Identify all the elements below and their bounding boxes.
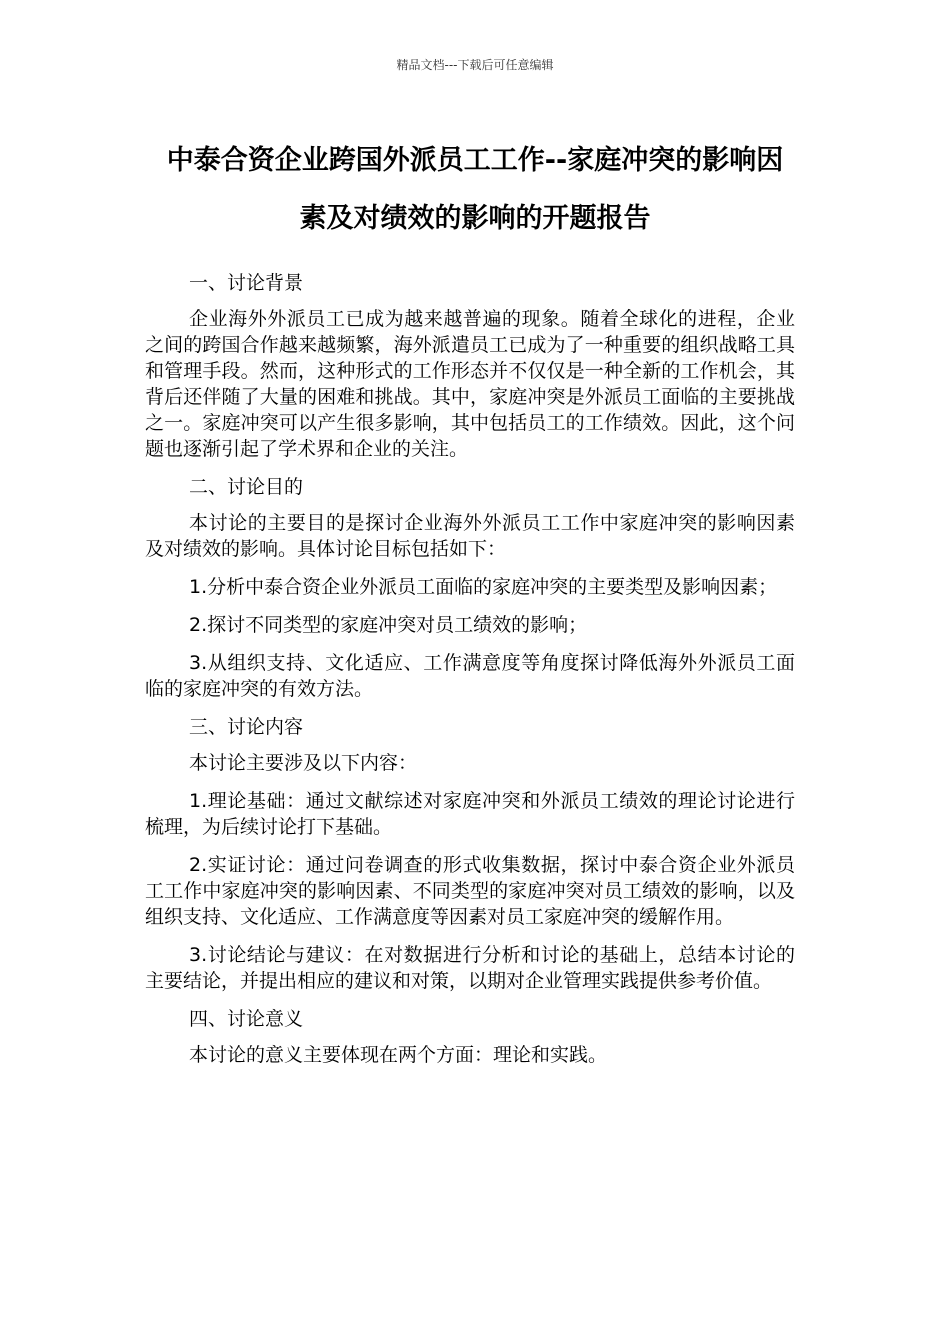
document-body [145, 270, 795, 1080]
purpose-intro: 本讨论的主要目的是探讨企业海外外派员工工作中家庭冲突的影响因素及对绩效的影响。具体讨论目标包括如下： [145, 512, 795, 560]
section-heading-purpose: 二、讨论目的 [189, 476, 304, 498]
significance-intro: 本讨论的意义主要体现在两个方面：理论和实践。 [189, 1044, 608, 1066]
page-header: 精品文档---下载后可任意编辑 [396, 58, 554, 72]
purpose-item-1: 1.分析中泰合资企业外派员工面临的家庭冲突的主要类型及影响因素； [189, 576, 778, 598]
title-line-1: 中泰合资企业跨国外派员工工作--家庭冲突的影响因 [166, 145, 784, 176]
purpose-item-2: 2.探讨不同类型的家庭冲突对员工绩效的影响； [189, 614, 588, 636]
section-heading-significance: 四、讨论意义 [189, 1008, 304, 1030]
content-item-1: 1.理论基础：通过文献综述对家庭冲突和外派员工绩效的理论讨论进行梳理，为后续讨论打下基础。 [145, 790, 795, 838]
document-title [100, 132, 850, 248]
section-heading-content: 三、讨论内容 [189, 716, 304, 738]
content-item-2: 2.实证讨论：通过问卷调查的形式收集数据，探讨中泰合资企业外派员工工作中家庭冲突的影响因素、不同类型的家庭冲突对员工绩效的影响，以及组织支持、文化适应、工作满意度等因素对员工家庭冲突的缓解作用。 [145, 854, 795, 928]
background-paragraph: 企业海外外派员工已成为越来越普遍的现象。随着全球化的进程，企业之间的跨国合作越来越频繁，海外派遣员工已成为了一种重要的组织战略工具和管理手段。然而，这种形式的工作形态并不仅仅是一种全新的工作机会，其背后还伴随了大量的困难和挑战。其中，家庭冲突是外派员工面临的主要挑战之一。家庭冲突可以产生很多影响，其中包括员工的工作绩效。因此，这个问题也逐渐引起了学术界和企业的关注。 [145, 308, 795, 460]
title-line-2: 素及对绩效的影响的开题报告 [299, 203, 651, 234]
content-intro: 本讨论主要涉及以下内容： [189, 752, 418, 774]
content-item-3: 3.讨论结论与建议：在对数据进行分析和讨论的基础上，总结本讨论的主要结论，并提出相应的建议和对策，以期对企业管理实践提供参考价值。 [145, 944, 795, 992]
purpose-item-3: 3.从组织支持、文化适应、工作满意度等角度探讨降低海外外派员工面临的家庭冲突的有效方法。 [145, 652, 795, 700]
section-heading-background: 一、讨论背景 [189, 272, 304, 294]
